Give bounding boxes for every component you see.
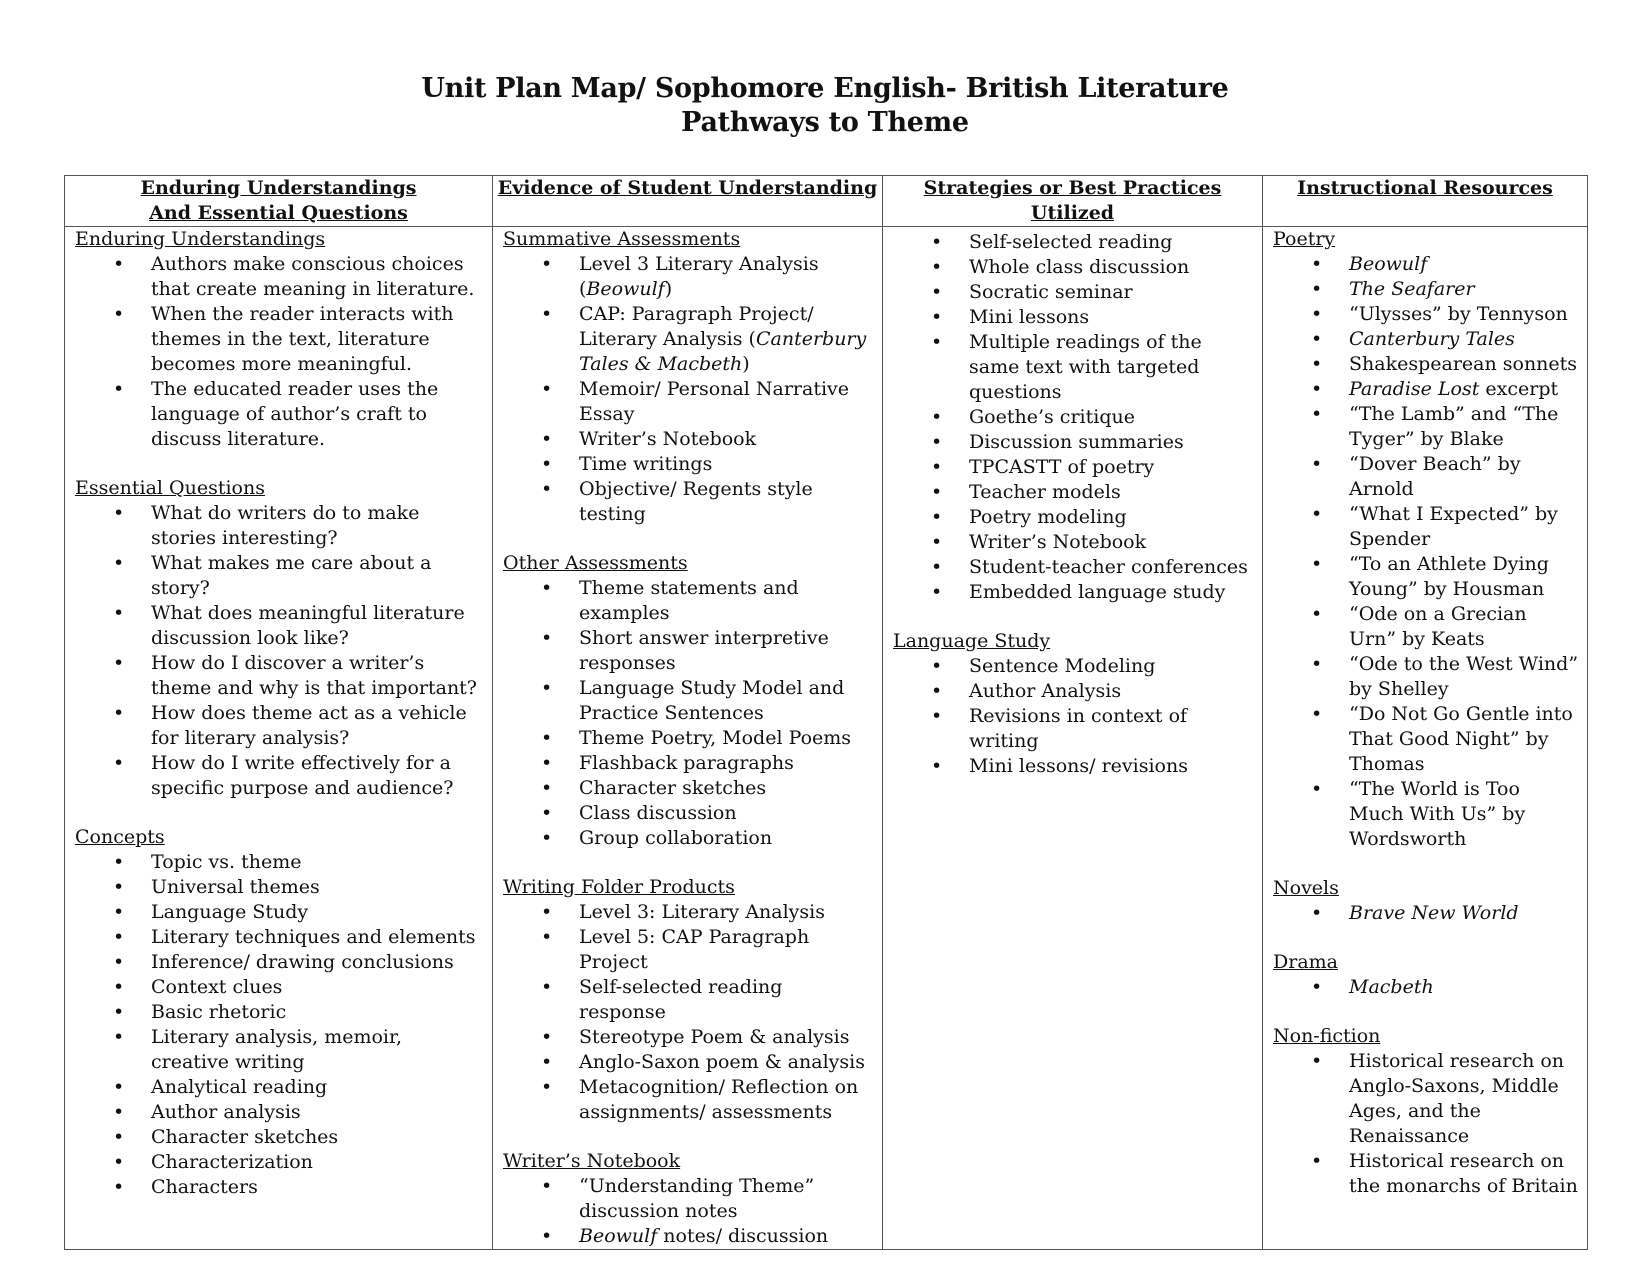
list-item: • Embedded language study [969,580,1254,605]
section-heading: Drama [1273,951,1338,973]
section-heading: Other Assessments [503,552,688,574]
list-item: • Flashback paragraphs [579,751,874,776]
list-item: • Topic vs. theme [151,850,484,875]
list-item: • What does meaningful literature discussion look like? [151,601,484,651]
list-item: • Authors make conscious choices that create meaning in literature. [151,252,484,302]
list-item: • Author Analysis [969,679,1254,704]
list-item: • Historical research on Anglo-Saxons, Middle Ages, and the Renaissance [1349,1049,1579,1149]
list-item: • Beowulf notes/ discussion [579,1224,874,1249]
section-heading: Writing Folder Products [503,876,735,898]
list-item: • Objective/ Regents style testing [579,477,874,527]
list-item: • Whole class discussion [969,255,1254,280]
list-item: • “Understanding Theme” discussion notes [579,1174,874,1224]
list-item: • Stereotype Poem & analysis [579,1025,874,1050]
section-heading: Concepts [75,826,165,848]
section-concepts [75,825,484,1200]
list-item: • Poetry modeling [969,505,1254,530]
list-item: • Characterization [151,1150,484,1175]
list-item: • Metacognition/ Reflection on assignments/ assessments [579,1075,874,1125]
header-strategies: Strategies or Best Practices Utilized [883,176,1263,227]
list-item: • Level 3 Literary Analysis (Beowulf) [579,252,874,302]
list-item: • Author analysis [151,1100,484,1125]
column-evidence [493,227,883,1250]
list-item: • Short answer interpretive responses [579,626,874,676]
list-item: • Writer’s Notebook [579,427,874,452]
list-item: • How does theme act as a vehicle for literary analysis? [151,701,484,751]
drama-list [1273,975,1579,1000]
column-enduring-understandings [65,227,493,1250]
list-item: • What makes me care about a story? [151,551,484,601]
list-item: • Teacher models [969,480,1254,505]
list-item: • Context clues [151,975,484,1000]
list-item: • Canterbury Tales [1349,327,1579,352]
list-item: • Theme Poetry, Model Poems [579,726,874,751]
list-item: • Time writings [579,452,874,477]
list-item: • Socratic seminar [969,280,1254,305]
list-item: • “Ode to the West Wind” by Shelley [1349,652,1579,702]
language-study-list [893,654,1254,779]
summative-list [503,252,874,527]
list-item: • “What I Expected” by Spender [1349,502,1579,552]
list-item: • Student-teacher conferences [969,555,1254,580]
document-title-block [0,72,1650,140]
list-item: • Self-selected reading response [579,975,874,1025]
section-heading: Poetry [1273,228,1336,250]
list-item: • “The World is Too Much With Us” by Wordsworth [1349,777,1579,852]
other-assessments-list [503,576,874,851]
section-language-study [893,629,1254,779]
section-writers-notebook [503,1149,874,1249]
list-item: • How do I write effectively for a specific purpose and audience? [151,751,484,801]
header-resources: Instructional Resources [1263,176,1588,227]
list-item: • Universal themes [151,875,484,900]
list-item: • Mini lessons/ revisions [969,754,1254,779]
strategies-list [893,230,1254,605]
list-item: • The educated reader uses the language of author’s craft to discuss literature. [151,377,484,452]
list-item: • Basic rhetoric [151,1000,484,1025]
list-item: • Group collaboration [579,826,874,851]
list-item: • Anglo-Saxon poem & analysis [579,1050,874,1075]
section-heading: Language Study [893,630,1051,652]
list-item: • Shakespearean sonnets [1349,352,1579,377]
list-item: • What do writers do to make stories interesting? [151,501,484,551]
section-non-fiction [1273,1024,1579,1199]
notebook-list [503,1174,874,1249]
list-item: • Writer’s Notebook [969,530,1254,555]
list-item: • “Ode on a Grecian Urn” by Keats [1349,602,1579,652]
list-item: • Goethe’s critique [969,405,1254,430]
list-item: • Multiple readings of the same text with targeted questions [969,330,1254,405]
list-item: • Language Study Model and Practice Sentences [579,676,874,726]
list-item: • Character sketches [151,1125,484,1150]
list-item: • Level 3: Literary Analysis [579,900,874,925]
list-item: • “Do Not Go Gentle into That Good Night” by Thomas [1349,702,1579,777]
questions-list [75,501,484,801]
section-heading: Non-fiction [1273,1025,1381,1047]
section-heading: Essential Questions [75,477,265,499]
list-item: • Language Study [151,900,484,925]
section-enduring-understandings [75,227,484,452]
list-item: • CAP: Paragraph Project/ Literary Analysis (Canterbury Tales & Macbeth) [579,302,874,377]
column-resources [1263,227,1588,1250]
section-drama [1273,950,1579,1000]
list-item: • Analytical reading [151,1075,484,1100]
list-item: • Macbeth [1349,975,1579,1000]
list-item: • Memoir/ Personal Narrative Essay [579,377,874,427]
list-item: • Class discussion [579,801,874,826]
section-heading: Writer’s Notebook [503,1150,681,1172]
non-fiction-list [1273,1049,1579,1199]
list-item: • Level 5: CAP Paragraph Project [579,925,874,975]
list-item: • Sentence Modeling [969,654,1254,679]
list-item: • “The Lamb” and “The Tyger” by Blake [1349,402,1579,452]
section-heading: Enduring Understandings [75,228,326,250]
list-item: • Character sketches [579,776,874,801]
section-other-assessments [503,551,874,851]
list-item: • Literary techniques and elements [151,925,484,950]
content-row [65,227,1588,1250]
list-item: • Inference/ drawing conclusions [151,950,484,975]
section-heading: Novels [1273,877,1339,899]
list-item: • TPCASTT of poetry [969,455,1254,480]
list-item: • Brave New World [1349,901,1579,926]
section-summative-assessments [503,227,874,527]
header-row [65,176,1588,227]
list-item: • Revisions in context of writing [969,704,1254,754]
list-item: • “To an Athlete Dying Young” by Housman [1349,552,1579,602]
list-item: • “Dover Beach” by Arnold [1349,452,1579,502]
unit-plan-table [64,175,1588,1250]
section-novels [1273,876,1579,926]
header-evidence: Evidence of Student Understanding [493,176,883,227]
section-heading: Summative Assessments [503,228,741,250]
novels-list [1273,901,1579,926]
column-strategies [883,227,1263,1250]
list-item: • Characters [151,1175,484,1200]
document-title: Unit Plan Map/ Sophomore English- British Literature [421,73,1229,104]
poetry-list [1273,252,1579,852]
list-item: • When the reader interacts with themes in the text, literature becomes more meaningful. [151,302,484,377]
list-item: • Self-selected reading [969,230,1254,255]
header-enduring-understandings: Enduring Understandings And Essential Questions [65,176,493,227]
list-item: • Paradise Lost excerpt [1349,377,1579,402]
concepts-list [75,850,484,1200]
folder-list [503,900,874,1125]
document-subtitle: Pathways to Theme [681,107,969,138]
list-item: • The Seafarer [1349,277,1579,302]
enduring-list [75,252,484,452]
list-item: • “Ulysses” by Tennyson [1349,302,1579,327]
list-item: • Theme statements and examples [579,576,874,626]
list-item: • How do I discover a writer’s theme and why is that important? [151,651,484,701]
list-item: • Literary analysis, memoir, creative writing [151,1025,484,1075]
list-item: • Historical research on the monarchs of Britain [1349,1149,1579,1199]
section-essential-questions [75,476,484,801]
list-item: • Beowulf [1349,252,1579,277]
list-item: • Mini lessons [969,305,1254,330]
section-poetry [1273,227,1579,852]
section-writing-folder-products [503,875,874,1125]
list-item: • Discussion summaries [969,430,1254,455]
